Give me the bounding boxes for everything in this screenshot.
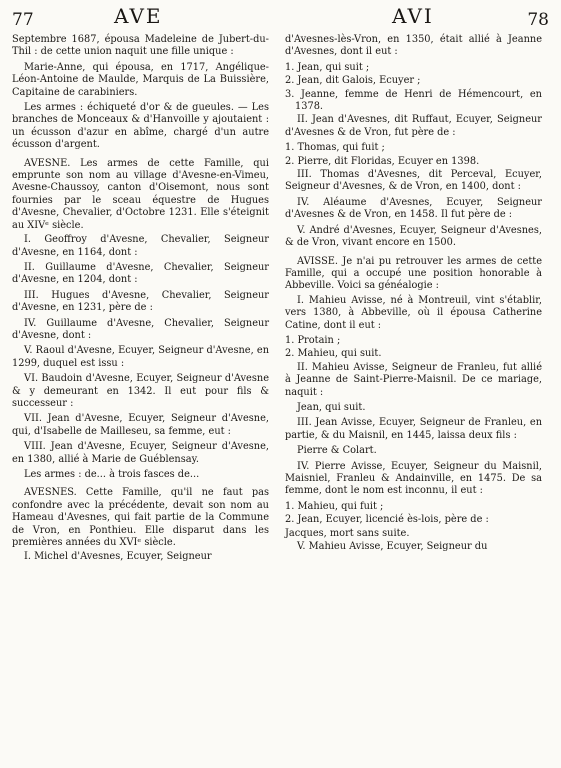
paragraph: Pierre & Colart. [297, 445, 377, 457]
list-item: 1. Mahieu, qui fuit ; [285, 500, 384, 512]
genealogy-entry: II. Mahieu Avisse, Seigneur de Franleu, fut allié à Jeanne de Saint-Pierre-Maisnil. De ce mariage, naquit : [285, 361, 542, 398]
page-number-left: 77 [12, 10, 34, 30]
genealogy-entry: II. Guillaume d'Avesne, Chevalier, Seigneur d'Avesne, en 1204, dont : [12, 261, 269, 286]
genealogy-entry: I. Michel d'Avesnes, Ecuyer, Seigneur [24, 551, 212, 563]
list-item: Jacques, mort sans suite. [285, 527, 410, 539]
family-entry-avisse: AVISSE. Je n'ai pu retrouver les armes de cette Famille, qui a occupé une position honorable à Abbeville. Voici sa généalogie : [285, 255, 542, 292]
paragraph: d'Avesnes-lès-Vron, en 1350, était allié à Jeanne d'Avesnes, dont il eut : [285, 34, 542, 58]
genealogy-entry: VI. Baudoin d'Avesne, Ecuyer, Seigneur d'Avesne & y demeurant en 1342. Il eut pour fils & successeur : [12, 373, 269, 409]
genealogy-entry: III. Thomas d'Avesnes, dit Perceval, Ecuyer, Seigneur d'Avesnes, & de Vron, en 1400, dont : [285, 169, 542, 193]
arms-description: Les armes : échiqueté d'or & de gueules. — Les branches de Monceaux & d'Hanvoille y ajoutaient : un écusson d'azur en abîme, chargé d'un autre écusson d'argent. [12, 102, 269, 151]
list-item: 2. Jean, Ecuyer, licencié ès-lois, père de : [285, 514, 489, 526]
paragraph: Marie-Anne, qui épousa, en 1717, Angélique-Léon-Antoine de Maulde, Marquis de La Buissière, Capitaine de carabiniers. [12, 61, 269, 98]
page-header [0, 4, 561, 34]
genealogy-entry: III. Hugues d'Avesne, Chevalier, Seigneur d'Avesne, en 1231, père de : [12, 289, 269, 314]
genealogy-entry: IV. Aléaume d'Avesnes, Ecuyer, Seigneur d'Avesnes & de Vron, en 1458. Il fut père de : [285, 196, 542, 221]
list-item: 1. Jean, qui suit ; [285, 61, 370, 73]
page-number-right: 78 [527, 10, 549, 30]
genealogy-entry: IV. Guillaume d'Avesne, Chevalier, Seigneur d'Avesne, dont : [12, 317, 269, 341]
genealogy-entry: I. Geoffroy d'Avesne, Chevalier, Seigneur d'Avesne, en 1164, dont : [12, 234, 269, 258]
arms-description: Les armes : de... à trois fasces de... [24, 469, 200, 480]
running-head-left: AVE [114, 4, 163, 28]
genealogy-entry: V. Mahieu Avisse, Ecuyer, Seigneur du [297, 541, 488, 553]
list-item: 1. Thomas, qui fuit ; [285, 142, 385, 154]
family-entry-avesnes: AVESNES. Cette Famille, qu'il ne faut pas confondre avec la précédente, devait son nom au Hameau d'Avesnes, qui fait partie de la Commune de Vron, en Ponthieu. Elle disparut dans les premières années du XVIᵉ siècle. [12, 487, 269, 549]
list-item: 2. Mahieu, qui suit. [285, 348, 382, 360]
genealogy-entry: V. André d'Avesnes, Ecuyer, Seigneur d'Avesnes, & de Vron, vivant encore en 1500. [285, 224, 542, 249]
list-item: 2. Jean, dit Galois, Ecuyer ; [285, 75, 421, 87]
running-head-right: AVI [392, 4, 434, 28]
genealogy-entry: VII. Jean d'Avesne, Ecuyer, Seigneur d'Avesne, qui, d'Isabelle de Mailleseu, sa femme, eut : [12, 413, 269, 437]
list-item: 2. Pierre, dit Floridas, Ecuyer en 1398. [285, 155, 480, 167]
genealogy-entry: III. Jean Avisse, Ecuyer, Seigneur de Franleu, en partie, & du Maisnil, en 1445, laissa deux fils : [285, 417, 542, 441]
right-column [285, 34, 542, 556]
genealogy-entry: V. Raoul d'Avesne, Ecuyer, Seigneur d'Avesne, en 1299, duquel est issu : [12, 345, 269, 369]
genealogy-entry: I. Mahieu Avisse, né à Montreuil, vint s'établir, vers 1380, à Abbeville, où il épousa Catherine Catine, dont il eut : [285, 294, 542, 331]
list-item: 1. Protain ; [285, 334, 341, 346]
paragraph: Septembre 1687, épousa Madeleine de Jubert-du-Thil : de cette union naquit une fille unique : [12, 34, 269, 58]
genealogy-entry: VIII. Jean d'Avesne, Ecuyer, Seigneur d'Avesne, en 1380, allié à Marie de Guéblensay. [12, 441, 269, 465]
left-column [12, 34, 269, 567]
genealogy-entry: IV. Pierre Avisse, Ecuyer, Seigneur du Maisnil, Maisniel, Franleu & Andainville, en 1475. De sa femme, dont le nom est inconnu, il eut : [285, 460, 542, 497]
family-entry-avesne: AVESNE. Les armes de cette Famille, qui emprunte son nom au village d'Avesne-en-Vimeu, Avesne-Chaussoy, canton d'Oisemont, nous sont fournies par le sceau équestre de Hugues d'Avesne, Chevalier, d'Octobre 1231. Elle s'éteignit au XIVᵉ siècle. [12, 157, 269, 231]
genealogy-entry: II. Jean d'Avesnes, dit Ruffaut, Ecuyer, Seigneur d'Avesnes & de Vron, fut père de : [285, 114, 542, 138]
list-item: 3. Jeanne, femme de Henri de Hémencourt, en 1378. [285, 88, 542, 113]
paragraph: Jean, qui suit. [297, 401, 366, 413]
